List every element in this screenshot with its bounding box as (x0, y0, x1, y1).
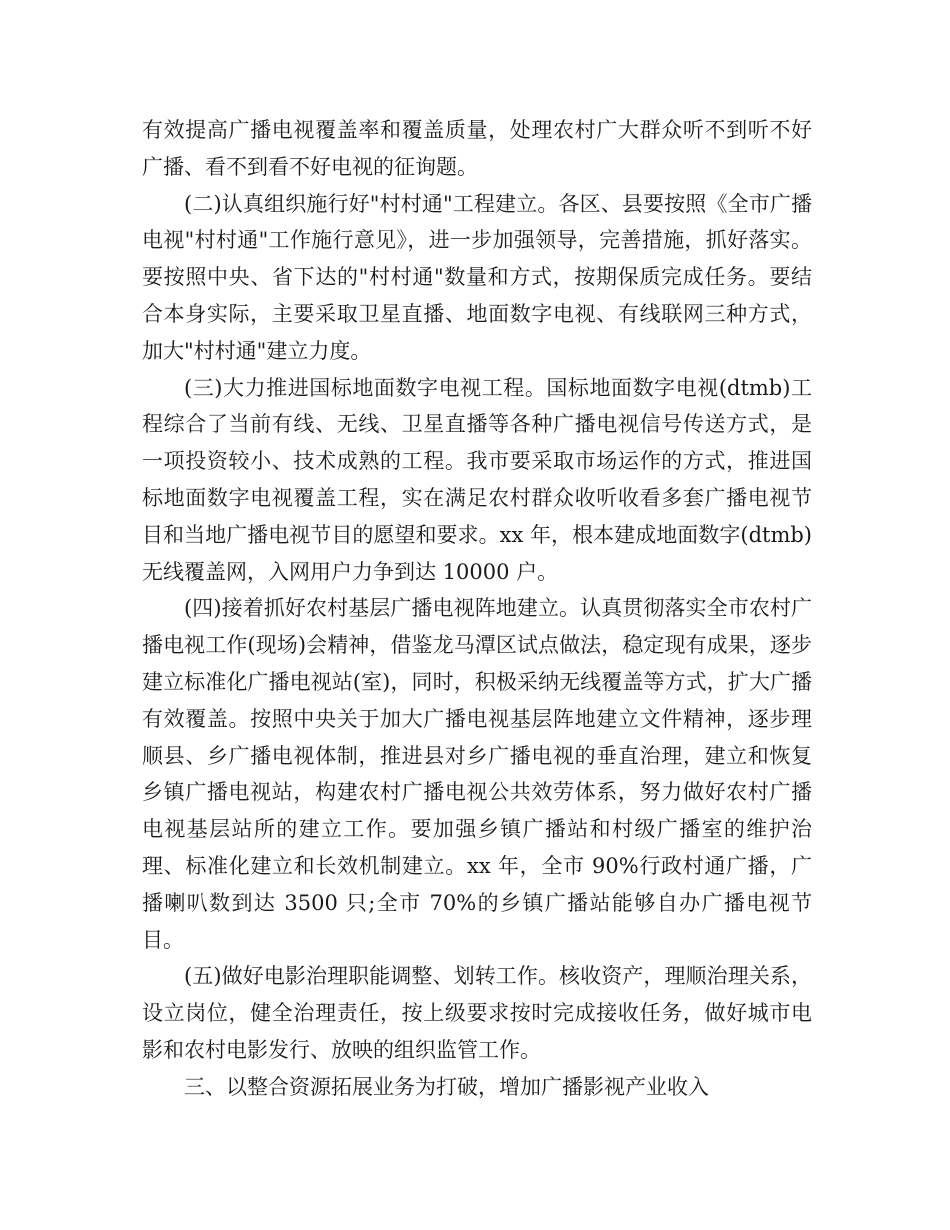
paragraph-village-coverage: (二)认真组织施行好"村村通"工程建立。各区、县要按照《全市广播电视"村村通"工作施行意见》，进一步加强领导，完善措施，抓好落实。要按照中央、省下达的"村村通"数量和方式，按期保质完成任务。要结合本身实际，主要采取卫星直播、地面数字电视、有线联网三种方式，加大"村村通"建立力度。 (142, 191, 812, 363)
document-page (142, 112, 812, 1106)
section-heading-three: 三、以整合资源拓展业务为打破，增加广播影视产业收入 (184, 1074, 709, 1099)
paragraph-rural-stations: (四)接着抓好农村基层广播电视阵地建立。认真贯彻落实全市农村广播电视工作(现场)会精神，借鉴龙马潭区试点做法，稳定现有成果，逐步建立标准化广播电视站(室)，同时，积极采纳无线覆盖等方式，扩大广播有效覆盖。按照中央关于加大广播电视基层阵地建立文件精神，逐步理顺县、乡广播电视体制，推进县对乡广播电视的垂直治理，建立和恢复乡镇广播电视站，构建农村广播电视公共效劳体系，努力做好农村广播电视基层站所的建立工作。要加强乡镇广播站和村级广播室的维护治理、标准化建立和长效机制建立。xx 年，全市 90%行政村通广播，广播喇叭数到达 3500 只;全市 70%的乡镇广播站能够自办广播电视节目。 (142, 596, 812, 952)
paragraph-continuation: 有效提高广播电视覆盖率和覆盖质量，处理农村广大群众听不到听不好广播、看不到看不好电视的征询题。 (142, 118, 812, 179)
paragraph-dtmb-project: (三)大力推进国标地面数字电视工程。国标地面数字电视(dtmb)工程综合了当前有线、无线、卫星直播等各种广播电视信号传送方式，是一项投资较小、技术成熟的工程。我市要采取市场运作的方式，推进国标地面数字电视覆盖工程，实在满足农村群众收听收看多套广播电视节目和当地广播电视节目的愿望和要求。xx 年，根本建成地面数字(dtmb)无线覆盖网，入网用户力争到达 10000 户。 (142, 375, 812, 584)
paragraph-film-management: (五)做好电影治理职能调整、划转工作。核收资产，理顺治理关系，设立岗位，健全治理责任，按上级要求按时完成接收任务，做好城市电影和农村电影发行、放映的组织监管工作。 (142, 964, 812, 1062)
